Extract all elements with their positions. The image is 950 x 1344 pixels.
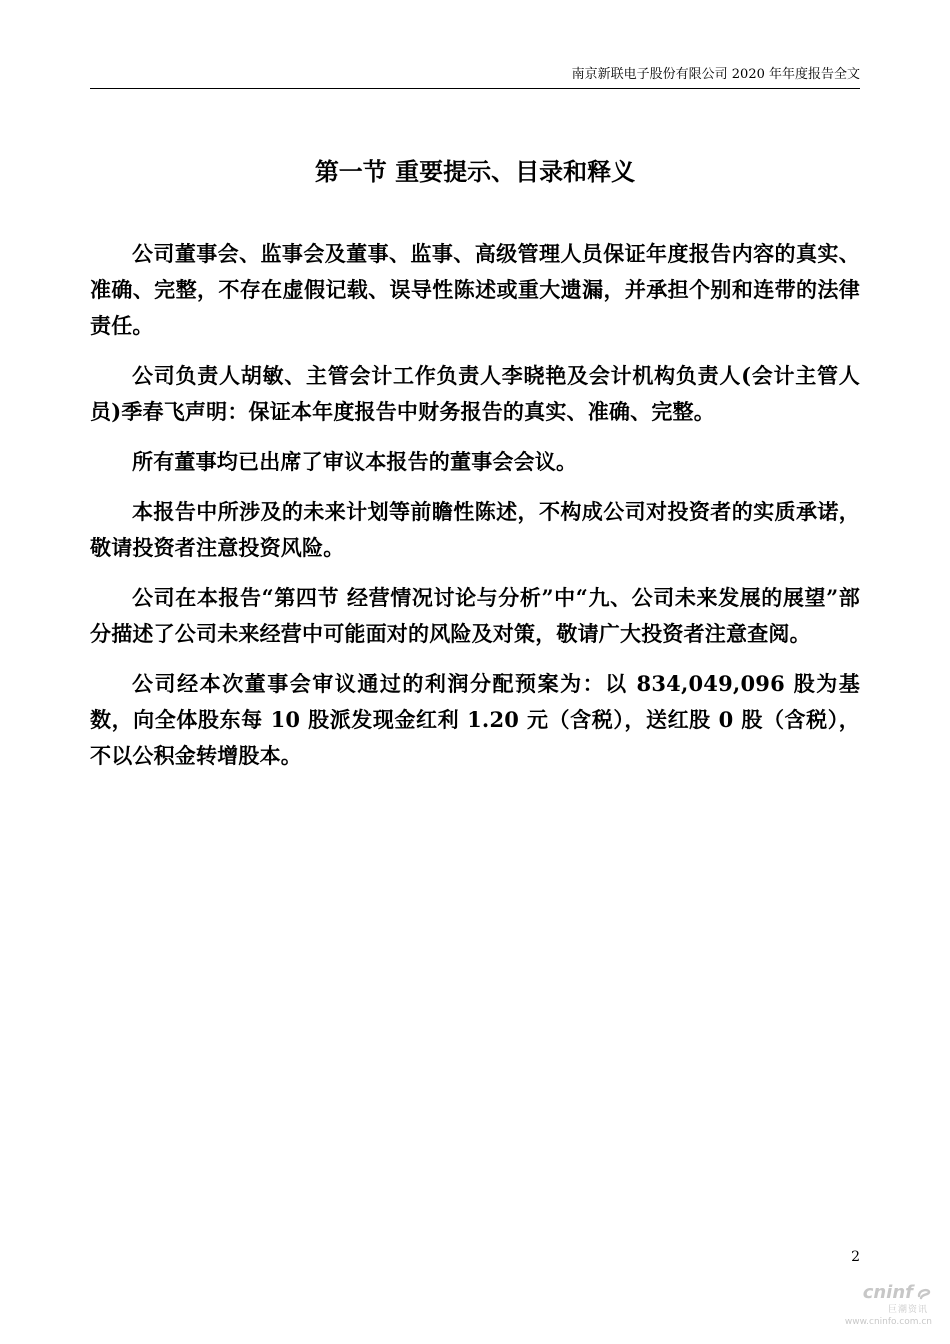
paragraph-profit-distribution: 公司经本次董事会审议通过的利润分配预案为：以 834,049,096 股为基数，向全体股东每 10 股派发现金红利 1.20 元（含税），送红股 0 股（含税），不以公积金转增股本。 xyxy=(90,671,860,768)
watermark-brand xyxy=(842,1282,932,1304)
body-text xyxy=(90,236,860,788)
section-title: 第一节 重要提示、目录和释义 xyxy=(314,157,636,186)
watermark-subtitle: 巨潮资讯 xyxy=(887,1305,928,1315)
page-number: 2 xyxy=(851,1249,860,1265)
paragraph-forward-looking: 本报告中所涉及的未来计划等前瞻性陈述，不构成公司对投资者的实质承诺，敬请投资者注意投资风险。 xyxy=(90,499,860,560)
watermark-brand-text: cninf xyxy=(862,1282,913,1303)
paragraph-risk-reference: 公司在本报告“第四节 经营情况讨论与分析”中“九、公司未来发展的展望”部分描述了公司未来经营中可能面对的风险及对策，敬请广大投资者注意查阅。 xyxy=(90,585,860,646)
cninfo-watermark xyxy=(842,1282,932,1336)
running-header: 南京新联电子股份有限公司 2020 年年度报告全文 xyxy=(571,67,860,82)
header-rule xyxy=(90,88,860,89)
paragraph-officer-declaration: 公司负责人胡敏、主管会计工作负责人李晓艳及会计机构负责人(会计主管人员)季春飞声明：保证本年度报告中财务报告的真实、准确、完整。 xyxy=(90,363,860,424)
paragraph-board-attendance: 所有董事均已出席了审议本报告的董事会会议。 xyxy=(132,449,578,474)
paragraph-responsibility-statement: 公司董事会、监事会及董事、监事、高级管理人员保证年度报告内容的真实、准确、完整，不存在虚假记载、误导性陈述或重大遗漏，并承担个别和连带的法律责任。 xyxy=(90,241,860,338)
watermark-url: www.cninfo.com.cn xyxy=(844,1317,932,1327)
cninfo-logo-icon xyxy=(916,1285,932,1301)
